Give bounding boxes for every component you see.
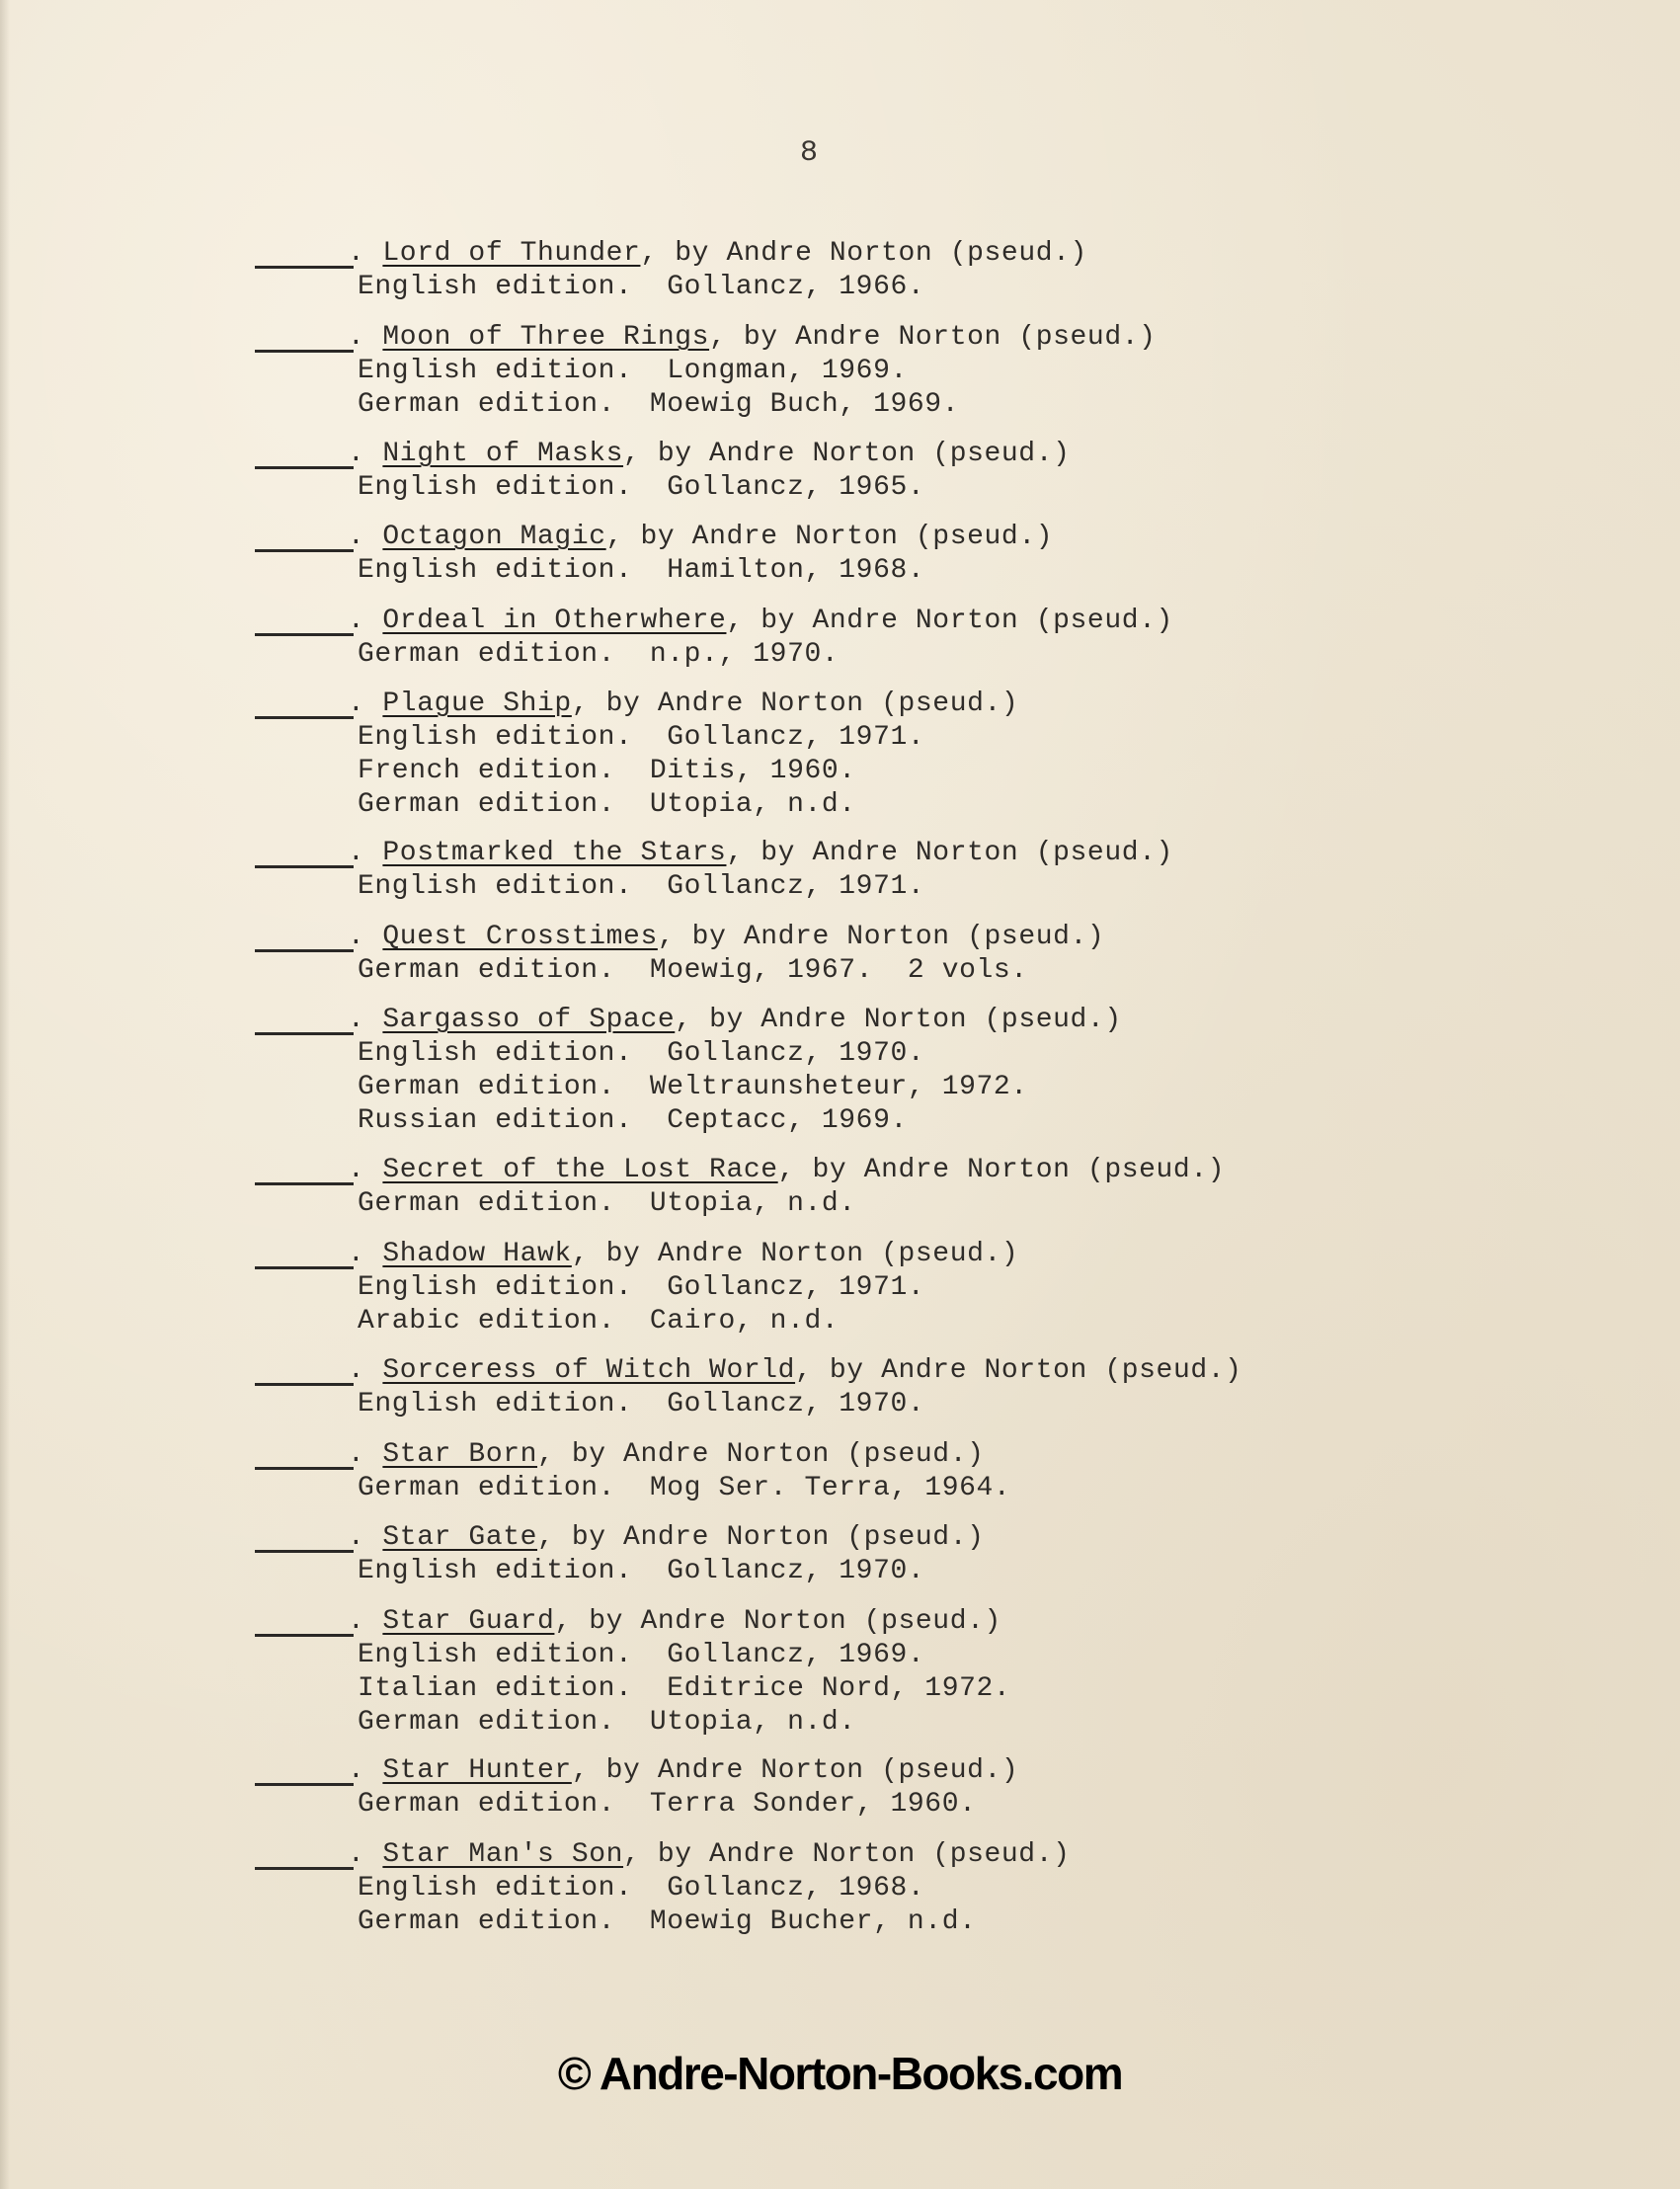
edition-line: English edition. Gollancz, 1971. [358, 722, 925, 753]
book-title: Star Guard [382, 1606, 555, 1637]
entry-title-line [348, 438, 1071, 471]
author-byline: , by Andre Norton (pseud.) [640, 238, 1087, 269]
entry-bullet: . [348, 238, 365, 269]
entry-bullet: . [348, 1155, 365, 1185]
author-byline: , by Andre Norton (pseud.) [537, 1522, 985, 1553]
entry-title-line [348, 1438, 985, 1472]
edition-line: English edition. Longman, 1969. [358, 356, 908, 386]
edition-line: English edition. Gollancz, 1970. [358, 1038, 925, 1069]
entry-bullet: . [348, 606, 365, 636]
entry-bullet: . [348, 322, 365, 353]
book-title: Star Gate [382, 1522, 538, 1553]
author-byline: , by Andre Norton (pseud.) [777, 1155, 1226, 1185]
checkmark-blank-line [255, 1867, 354, 1870]
edition-line: Arabic edition. Cairo, n.d. [358, 1306, 840, 1337]
checkmark-blank-line [255, 466, 354, 469]
book-title: Star Born [382, 1439, 538, 1470]
edition-line: German edition. Utopia, n.d. [358, 789, 856, 820]
edition-line: French edition. Ditis, 1960. [358, 756, 856, 786]
edition-line: Russian edition. Ceptacc, 1969. [358, 1105, 908, 1136]
entry-bullet: . [348, 1439, 365, 1470]
edition-line: English edition. Gollancz, 1966. [358, 272, 925, 302]
entry-bullet: . [348, 922, 365, 952]
book-title: Lord of Thunder [382, 238, 641, 269]
entry-title-line [348, 1238, 1018, 1271]
book-title: Star Man's Son [382, 1839, 624, 1870]
entry-title-line [348, 688, 1018, 721]
entry-bullet: . [348, 522, 365, 552]
checkmark-blank-line [255, 1783, 354, 1786]
edition-line: German edition. Utopia, n.d. [358, 1707, 856, 1738]
book-title: Sargasso of Space [382, 1005, 676, 1035]
edition-line: English edition. Gollancz, 1965. [358, 472, 925, 503]
checkmark-blank-line [255, 716, 354, 719]
book-title: Star Hunter [382, 1755, 572, 1786]
author-byline: , by Andre Norton (pseud.) [537, 1439, 985, 1470]
author-byline: , by Andre Norton (pseud.) [675, 1005, 1122, 1035]
author-byline: , by Andre Norton (pseud.) [571, 689, 1019, 719]
checkmark-blank-line [255, 633, 354, 636]
entry-title-line [348, 1838, 1071, 1872]
edition-line: English edition. Gollancz, 1970. [358, 1556, 925, 1586]
page-edge-shadow [0, 0, 10, 2189]
edition-line: German edition. Terra Sonder, 1960. [358, 1789, 977, 1820]
book-title: Plague Ship [382, 689, 572, 719]
entry-title-line [348, 521, 1053, 554]
checkmark-blank-line [255, 949, 354, 952]
author-byline: , by Andre Norton (pseud.) [623, 1839, 1071, 1870]
entry-bullet: . [348, 439, 365, 469]
book-title: Ordeal in Otherwhere [382, 606, 727, 636]
checkmark-blank-line [255, 1634, 354, 1637]
entry-bullet: . [348, 1522, 365, 1553]
entry-title-line [348, 1154, 1225, 1187]
author-byline: , by Andre Norton (pseud.) [571, 1239, 1019, 1269]
author-byline: , by Andre Norton (pseud.) [657, 922, 1105, 952]
edition-line: German edition. Moewig Bucher, n.d. [358, 1906, 977, 1937]
edition-line: English edition. Gollancz, 1971. [358, 1272, 925, 1303]
edition-line: English edition. Gollancz, 1968. [358, 1873, 925, 1904]
edition-line: German edition. Weltraunsheteur, 1972. [358, 1072, 1028, 1102]
entry-bullet: . [348, 689, 365, 719]
edition-line: German edition. Moewig, 1967. 2 vols. [358, 955, 1028, 986]
checkmark-blank-line [255, 350, 354, 353]
entry-bullet: . [348, 1839, 365, 1870]
entry-bullet: . [348, 1355, 365, 1386]
page-number: 8 [800, 136, 819, 170]
edition-line: German edition. Moewig Buch, 1969. [358, 389, 960, 420]
book-title: Night of Masks [382, 439, 624, 469]
checkmark-blank-line [255, 1383, 354, 1386]
entry-bullet: . [348, 838, 365, 868]
checkmark-blank-line [255, 1550, 354, 1553]
entry-title-line [348, 321, 1157, 355]
edition-line: German edition. Mog Ser. Terra, 1964. [358, 1473, 1011, 1503]
checkmark-blank-line [255, 1032, 354, 1035]
checkmark-blank-line [255, 1266, 354, 1269]
book-title: Moon of Three Rings [382, 322, 710, 353]
entry-title-line [348, 605, 1173, 638]
entry-title-line [348, 837, 1173, 870]
author-byline: , by Andre Norton (pseud.) [571, 1755, 1019, 1786]
book-title: Quest Crosstimes [382, 922, 658, 952]
author-byline: , by Andre Norton (pseud.) [605, 522, 1054, 552]
edition-line: German edition. Utopia, n.d. [358, 1188, 856, 1219]
book-title: Postmarked the Stars [382, 838, 727, 868]
author-byline: , by Andre Norton (pseud.) [709, 322, 1157, 353]
entry-title-line [348, 237, 1087, 271]
edition-line: English edition. Hamilton, 1968. [358, 555, 925, 586]
checkmark-blank-line [255, 1182, 354, 1185]
checkmark-blank-line [255, 549, 354, 552]
book-title: Secret of the Lost Race [382, 1155, 778, 1185]
entry-title-line [348, 1754, 1018, 1788]
entry-bullet: . [348, 1239, 365, 1269]
checkmark-blank-line [255, 865, 354, 868]
author-byline: , by Andre Norton (pseud.) [554, 1606, 1001, 1637]
entry-bullet: . [348, 1005, 365, 1035]
entry-title-line [348, 1004, 1122, 1037]
copyright-watermark: © Andre-Norton-Books.com [557, 2048, 1123, 2099]
entry-bullet: . [348, 1755, 365, 1786]
edition-line: Italian edition. Editrice Nord, 1972. [358, 1673, 1011, 1704]
checkmark-blank-line [255, 266, 354, 269]
entry-bullet: . [348, 1606, 365, 1637]
edition-line: English edition. Gollancz, 1970. [358, 1389, 925, 1419]
entry-title-line [348, 921, 1104, 954]
checkmark-blank-line [255, 1467, 354, 1470]
author-byline: , by Andre Norton (pseud.) [726, 606, 1173, 636]
book-title: Sorceress of Witch World [382, 1355, 796, 1386]
edition-line: German edition. n.p., 1970. [358, 639, 840, 670]
entry-title-line [348, 1521, 985, 1555]
entry-title-line [348, 1605, 1001, 1639]
author-byline: , by Andre Norton (pseud.) [726, 838, 1173, 868]
book-title: Octagon Magic [382, 522, 606, 552]
author-byline: , by Andre Norton (pseud.) [795, 1355, 1242, 1386]
edition-line: English edition. Gollancz, 1971. [358, 871, 925, 902]
edition-line: English edition. Gollancz, 1969. [358, 1640, 925, 1670]
entry-title-line [348, 1354, 1242, 1388]
book-title: Shadow Hawk [382, 1239, 572, 1269]
author-byline: , by Andre Norton (pseud.) [623, 439, 1071, 469]
